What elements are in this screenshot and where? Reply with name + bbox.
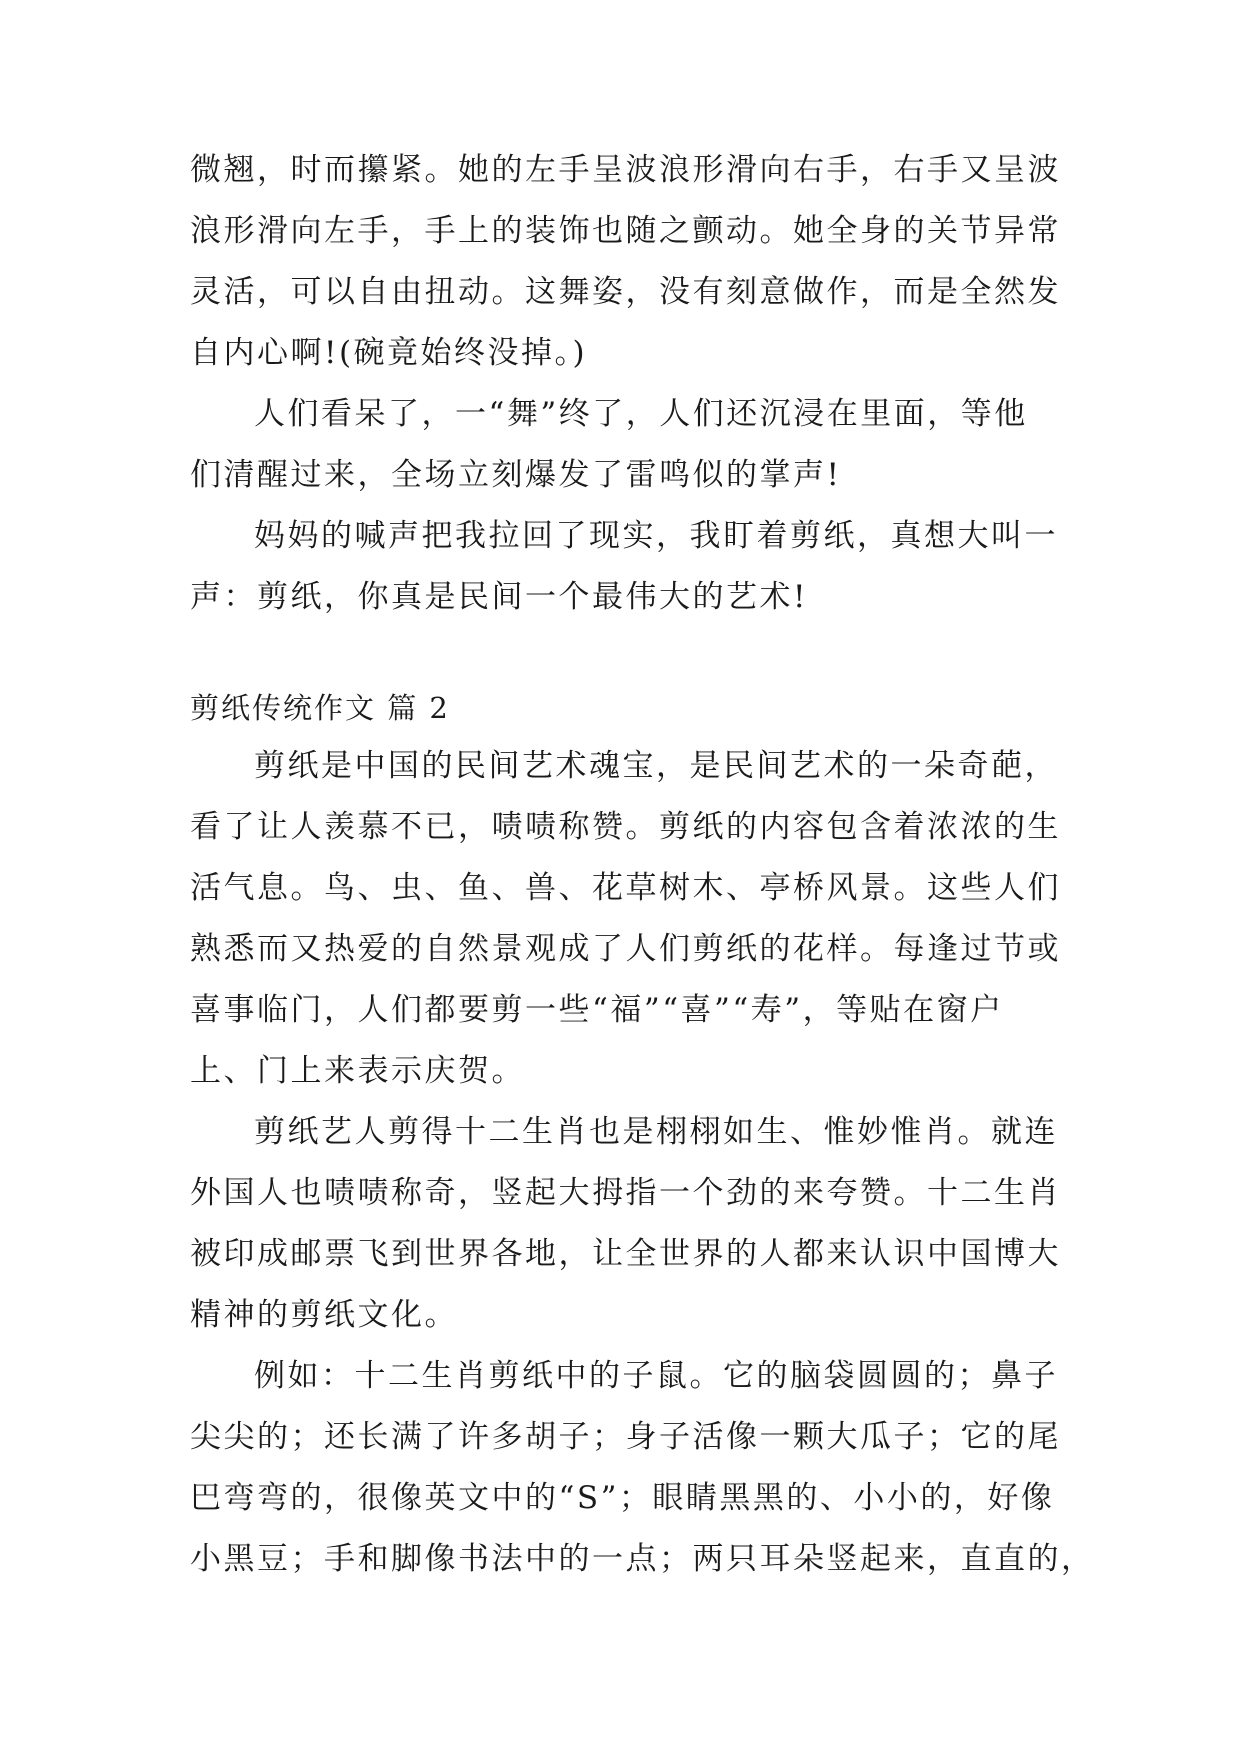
paragraph-line: 们清醒过来，全场立刻爆发了雷鸣似的掌声!	[190, 457, 842, 493]
paragraph-line: 微翘，时而攥紧。她的左手呈波浪形滑向右手，右手又呈波	[190, 152, 1061, 188]
paragraph-line: 剪纸艺人剪得十二生肖也是栩栩如生、惟妙惟肖。就连	[254, 1114, 1058, 1150]
paragraph-line: 上、门上来表示庆贺。	[190, 1053, 525, 1089]
paragraph-line: 喜事临门，人们都要剪一些“福”“喜”“寿”，等贴在窗户	[190, 992, 1004, 1028]
paragraph-line: 精神的剪纸文化。	[190, 1297, 458, 1333]
paragraph-line: 活气息。鸟、虫、鱼、兽、花草树木、亭桥风景。这些人们	[190, 870, 1061, 906]
paragraph-line: 尖尖的；还长满了许多胡子；身子活像一颗大瓜子；它的尾	[190, 1419, 1061, 1455]
section-1-text	[190, 140, 1070, 628]
paragraph-line: 剪纸是中国的民间艺术魂宝，是民间艺术的一朵奇葩，	[254, 748, 1058, 784]
paragraph-line: 灵活，可以自由扭动。这舞姿，没有刻意做作，而是全然发	[190, 274, 1061, 310]
paragraph-line: 声：剪纸，你真是民间一个最伟大的艺术!	[190, 579, 808, 615]
section-2-text	[190, 736, 1095, 1590]
paragraph-line: 浪形滑向左手，手上的装饰也随之颤动。她全身的关节异常	[190, 213, 1061, 249]
paragraph-line: 人们看呆了，一“舞”终了，人们还沉浸在里面，等他	[254, 396, 1028, 432]
essay-heading: 剪纸传统作文 篇 2	[190, 691, 450, 725]
paragraph-line: 巴弯弯的，很像英文中的“S”；眼睛黑黑的、小小的，好像	[190, 1480, 1055, 1516]
paragraph-line: 例如：十二生肖剪纸中的子鼠。它的脑袋圆圆的；鼻子	[254, 1358, 1058, 1394]
paragraph-line: 熟悉而又热爱的自然景观成了人们剪纸的花样。每逢过节或	[190, 931, 1061, 967]
paragraph-line: 妈妈的喊声把我拉回了现实，我盯着剪纸，真想大叫一	[254, 518, 1058, 554]
paragraph-line: 被印成邮票飞到世界各地，让全世界的人都来认识中国博大	[190, 1236, 1061, 1272]
paragraph-line: 看了让人羡慕不已，啧啧称赞。剪纸的内容包含着浓浓的生	[190, 809, 1061, 845]
paragraph-line: 自内心啊!(碗竟始终没掉。)	[190, 335, 588, 371]
paragraph-line: 小黑豆；手和脚像书法中的一点；两只耳朵竖起来，直直的，	[190, 1541, 1095, 1577]
paragraph-line: 外国人也啧啧称奇，竖起大拇指一个劲的来夸赞。十二生肖	[190, 1175, 1061, 1211]
